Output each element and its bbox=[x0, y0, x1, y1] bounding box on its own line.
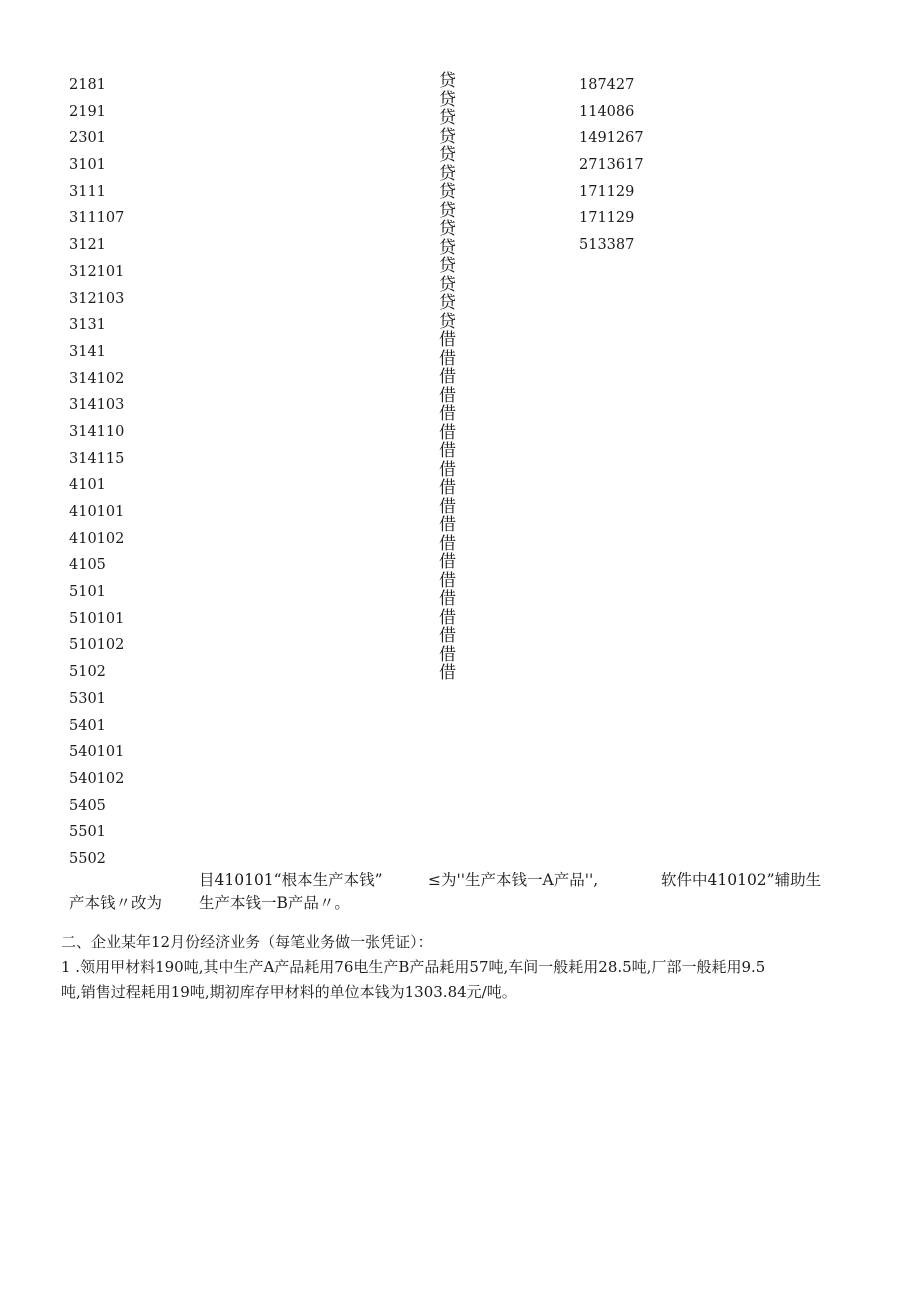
balance-direction: 贷 bbox=[439, 71, 456, 91]
opening-balance: 1491267 bbox=[579, 130, 644, 147]
balance-direction: 借 bbox=[439, 607, 456, 628]
account-code: 3131 bbox=[69, 317, 106, 334]
opening-balance: 513387 bbox=[579, 237, 635, 254]
note-line1-part3: 软件中410102”辅助生 bbox=[661, 871, 822, 889]
item1-line1: 1 .领用甲材料190吨,其中生产A产品耗用76电生产B产品耗用57吨,车间一般耗用28.5吨,厂部一般耗用9.5 bbox=[61, 958, 766, 976]
balance-direction: 贷 bbox=[439, 219, 456, 239]
account-code: 2181 bbox=[69, 77, 106, 93]
opening-balance: 187427 bbox=[579, 77, 635, 93]
account-code: 410101 bbox=[69, 504, 125, 520]
account-code: 540102 bbox=[69, 770, 125, 787]
balance-direction: 借 bbox=[439, 496, 456, 517]
balance-direction: 借 bbox=[439, 626, 456, 646]
account-code: 3111 bbox=[69, 183, 106, 200]
balance-direction: 借 bbox=[439, 644, 456, 665]
balance-direction: 借 bbox=[439, 533, 456, 554]
balance-direction: 借 bbox=[439, 330, 456, 350]
account-code: 5401 bbox=[69, 717, 106, 734]
account-code: 510102 bbox=[69, 637, 125, 654]
balance-direction: 借 bbox=[439, 367, 456, 387]
balance-direction: 贷 bbox=[439, 237, 456, 258]
account-code: 314102 bbox=[69, 370, 125, 387]
account-code: 3121 bbox=[69, 237, 106, 254]
account-code-column bbox=[69, 72, 124, 873]
balance-direction: 借 bbox=[439, 478, 456, 498]
account-code: 5405 bbox=[69, 797, 106, 814]
balance-direction: 贷 bbox=[439, 182, 456, 202]
balance-direction: 借 bbox=[439, 570, 456, 591]
balance-direction: 借 bbox=[439, 552, 456, 572]
balance-direction: 贷 bbox=[439, 163, 456, 184]
account-code: 312101 bbox=[69, 263, 125, 280]
balance-direction: 贷 bbox=[439, 89, 456, 110]
account-code: 2301 bbox=[69, 130, 106, 147]
account-code: 3141 bbox=[69, 343, 106, 360]
opening-balance: 171129 bbox=[579, 183, 635, 200]
balance-direction: 贷 bbox=[439, 256, 456, 276]
opening-balance-column bbox=[579, 72, 644, 259]
note-line1-part2: ≤为''生产本钱一A产品'', bbox=[428, 871, 599, 889]
item1-line2: 吨,销售过程耗用19吨,期初库存甲材料的单位本钱为1303.84元/吨。 bbox=[61, 983, 517, 1001]
balance-direction: 借 bbox=[439, 404, 456, 424]
balance-direction: 贷 bbox=[439, 108, 456, 128]
balance-direction: 贷 bbox=[439, 126, 456, 147]
note-line2-part1: 产本钱〃改为 bbox=[69, 894, 163, 912]
account-code: 4101 bbox=[69, 477, 106, 494]
account-code: 2191 bbox=[69, 103, 106, 120]
account-code: 314115 bbox=[69, 450, 125, 467]
account-code: 5301 bbox=[69, 690, 106, 707]
balance-direction: 借 bbox=[439, 459, 456, 480]
opening-balance: 171129 bbox=[579, 210, 635, 227]
balance-direction: 借 bbox=[439, 515, 456, 535]
note-line1-part1: 目410101“根本生产本钱” bbox=[199, 871, 383, 889]
account-code: 5101 bbox=[69, 584, 106, 601]
balance-direction: 借 bbox=[439, 348, 456, 369]
account-code: 4105 bbox=[69, 557, 106, 574]
account-code: 314103 bbox=[69, 397, 125, 414]
balance-direction-column bbox=[439, 72, 456, 683]
account-code: 314110 bbox=[69, 423, 125, 440]
balance-direction: 贷 bbox=[439, 200, 456, 221]
balance-direction: 贷 bbox=[439, 293, 456, 313]
section-heading: 二、企业某年12月份经济业务（每笔业务做一张凭证）： bbox=[61, 933, 433, 951]
balance-direction: 贷 bbox=[439, 145, 456, 165]
account-code: 312103 bbox=[69, 290, 125, 307]
balance-direction: 借 bbox=[439, 385, 456, 406]
account-code: 5501 bbox=[69, 824, 106, 841]
balance-direction: 借 bbox=[439, 663, 456, 683]
balance-direction: 借 bbox=[439, 422, 456, 443]
account-code: 540101 bbox=[69, 744, 125, 761]
account-code: 410102 bbox=[69, 530, 125, 547]
balance-direction: 借 bbox=[439, 441, 456, 461]
account-code: 510101 bbox=[69, 610, 125, 627]
account-code: 3101 bbox=[69, 157, 106, 174]
balance-direction: 借 bbox=[439, 589, 456, 609]
balance-direction: 贷 bbox=[439, 311, 456, 332]
account-code: 311107 bbox=[69, 210, 125, 227]
account-code: 5502 bbox=[69, 850, 106, 867]
note-line2-part2: 生产本钱一B产品〃。 bbox=[199, 894, 350, 912]
balance-direction: 贷 bbox=[439, 274, 456, 295]
account-code: 5102 bbox=[69, 664, 106, 681]
opening-balance: 2713617 bbox=[579, 157, 644, 174]
opening-balance: 114086 bbox=[579, 103, 635, 120]
